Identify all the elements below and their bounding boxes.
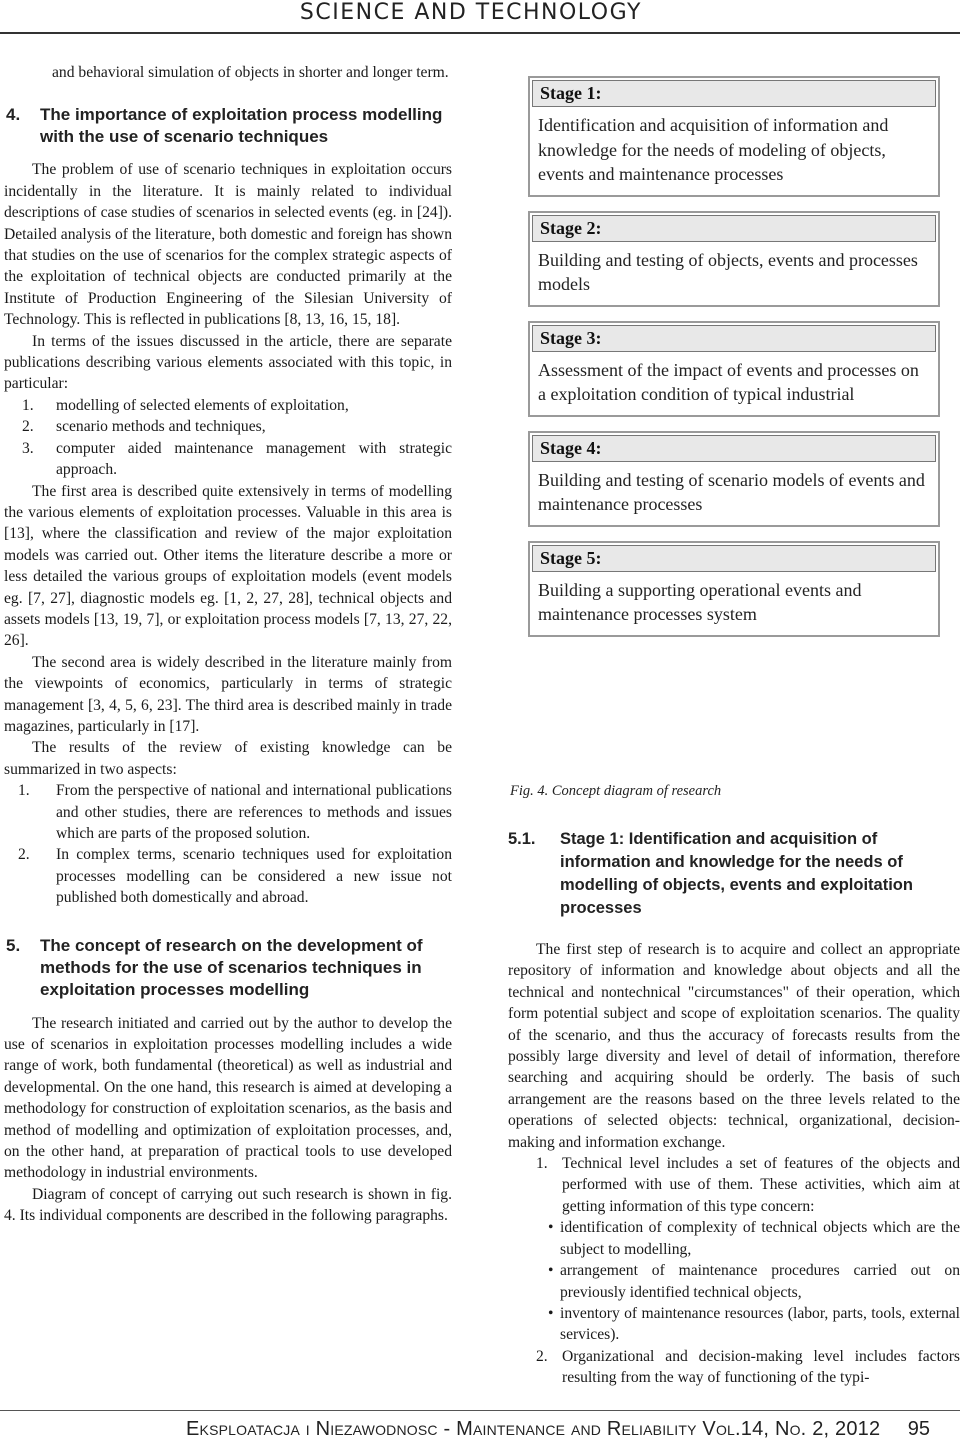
list-number: 3. (22, 439, 34, 457)
bullet-item (508, 1217, 960, 1260)
list-item (4, 438, 452, 481)
stage-title: Stage 4: (532, 435, 936, 462)
section-4-heading (4, 104, 452, 148)
paragraph: In terms of the issues discussed in the article, there are separate publications describing various elements associated with this topic, in particular: (4, 332, 452, 393)
footer-rule (0, 1410, 960, 1411)
stage-box (528, 76, 940, 197)
intro-paragraph: and behavioral simulation of objects in shorter and longer term. (52, 64, 449, 81)
subsection-5-1-heading (508, 828, 960, 920)
running-header: SCIENCE AND TECHNOLOGY (299, 0, 642, 25)
stage-box (528, 541, 940, 637)
list-text: Technical level includes a set of features of the objects and performed with use of them. These activities, which aim at getting information of this type concern: (562, 1155, 960, 1215)
list-text: From the perspective of national and international publications and other studies, there are references to methods and issues which are parts of the proposed solution. (56, 782, 452, 842)
section-5-heading (4, 935, 452, 1001)
list-number: 2. (536, 1347, 548, 1365)
stage-box (528, 431, 940, 527)
stage-box (528, 321, 940, 417)
list-item (4, 416, 452, 437)
paragraph: The second area is widely described in the literature mainly from the viewpoints of economics, particularly in terms of strategic management [3, 4, 5, 6, 23]. The third area is described mainly in trade magazines, particularly in [17]. (4, 653, 452, 735)
paragraph: The results of the review of existing knowledge can be summarized in two aspects: (4, 739, 452, 778)
list-text: Organizational and decision-making level includes factors resulting from the way of functioning of the typi- (562, 1347, 960, 1387)
list-item (4, 395, 452, 416)
paragraph: The research initiated and carried out by the author to develop the use of scenarios in exploitation processes modelling includes a wide range of work, both fundamental (theoretical) as well as industrial and developmental. On the one hand, this research is aimed at developing a methodology for construction of exploitation scenarios, as the basis and method of modelling and optimization of exploitation processes, and, on the other hand, at preparation of practical tools to use developed methodology in industrial environments. (4, 1014, 452, 1182)
stage-title: Stage 2: (532, 215, 936, 242)
section-title: The concept of research on the development of methods for the use of scenarios techniques in exploitation processes modelling (40, 935, 423, 999)
section-title: The importance of exploitation process modelling with the use of scenario techniques (40, 105, 443, 147)
bullet-item (508, 1260, 960, 1303)
list-text: In complex terms, scenario techniques used for exploitation processes modelling can be considered a new issue not published both domestically and abroad. (56, 846, 452, 907)
page-footer (0, 1414, 960, 1451)
bullet-icon: • (548, 1219, 554, 1237)
list-text: modelling of selected elements of exploitation, (56, 396, 349, 414)
list-number: 2. (22, 418, 34, 436)
stage-text: Building and testing of objects, events and processes models (538, 249, 918, 294)
list-item (4, 844, 452, 908)
bullet-icon: • (548, 1304, 554, 1322)
bullet-text: arrangement of maintenance procedures carried out on previously identified technical objects, (560, 1262, 960, 1301)
list-item (508, 1153, 960, 1217)
stage-title: Stage 3: (532, 325, 936, 352)
stage-title: Stage 1: (532, 80, 936, 107)
journal-name: Eksploatacja i Niezawodnosc - Maintenance and Reliability Vol.14, No. 2, 2012 (186, 1418, 881, 1440)
paragraph: Diagram of concept of carrying out such research is shown in fig. 4. Its individual components are described in the following paragraphs. (4, 1185, 452, 1225)
bullet-icon: • (548, 1262, 554, 1280)
header-rule (0, 32, 960, 34)
bullet-item (508, 1303, 960, 1346)
stage-title: Stage 5: (532, 545, 936, 572)
paragraph: The first area is described quite extensively in terms of modelling the various elements of exploitation processes. Valuable in this area is [13], where the classification and review of the major exploitation models was carried out. Other items the literature describe a more or less detailed the various groups of exploitation models (event models eg. [7, 27], diagnostic models eg. [1, 2, 27, 28], technical objects and assets models [13, 19, 7], or exploitation process models [7, 13, 27, 22, 26]. (4, 482, 452, 650)
section-number: 5.1. (508, 830, 536, 848)
list-item (4, 780, 452, 844)
list-item (508, 1346, 960, 1389)
stage-box (528, 211, 940, 307)
list-text: scenario methods and techniques, (56, 418, 266, 436)
stage-text: Identification and acquisition of information and knowledge for the needs of modeling of objects, events and maintenance processes (538, 115, 889, 184)
list-text: computer aided maintenance management with strategic approach. (56, 439, 452, 479)
stage-text: Building and testing of scenario models of events and maintenance processes (538, 469, 925, 514)
list-number: 1. (22, 396, 34, 414)
paragraph: The problem of use of scenario techniques in exploitation occurs incidentally in the literature. It is mainly related to individual descriptions of case studies of scenarios in selected events (eg. in [24]). Detailed analysis of the literature, both domestic and foreign has shown that studies on the use of scenarios for the complex strategic aspects of the exploitation of technical objects are conducted primarily at the Institute of Production Engineering of the Silesian University of Technology. This is reflected in publications [8, 13, 16, 15, 18]. (4, 161, 452, 329)
concept-diagram (528, 76, 940, 651)
paragraph: The first step of research is to acquire and collect an appropriate repository of information and knowledge about objects and all the technical and nontechnical "circumstances" of their operation, which form potential subject and scope of exploitation scenarios. The quality of the scenario, and thus the accuracy of forecasts results from the possibly large diversity and level of detail of information, therefore searching and acquiring should be orderly. The basis of such arrangement are the reasons based on the three levels related to the operations of selected objects: technical, organizational, decision-making and information exchange. (508, 941, 960, 1151)
list-number: 1. (536, 1155, 548, 1173)
section-title: Stage 1: Identification and acquisition of information and knowledge for the needs of modelling of objects, events and exploitation processes (560, 830, 913, 917)
section-number: 5. (6, 935, 21, 955)
right-column (508, 828, 960, 1389)
stage-text: Assessment of the impact of events and processes on a exploitation condition of typical industrial (538, 359, 919, 404)
list-number: 2. (18, 846, 30, 864)
stage-text: Building a supporting operational events and maintenance processes system (538, 579, 862, 624)
figure-caption: Fig. 4. Concept diagram of research (510, 783, 722, 799)
bullet-text: inventory of maintenance resources (labor, parts, tools, external services). (560, 1304, 960, 1344)
page-number: 95 (907, 1418, 930, 1440)
left-column (4, 62, 452, 1227)
list-number: 1. (18, 782, 30, 800)
bullet-text: identification of complexity of technical objects which are the subject to modelling, (560, 1219, 960, 1258)
section-number: 4. (6, 105, 21, 125)
